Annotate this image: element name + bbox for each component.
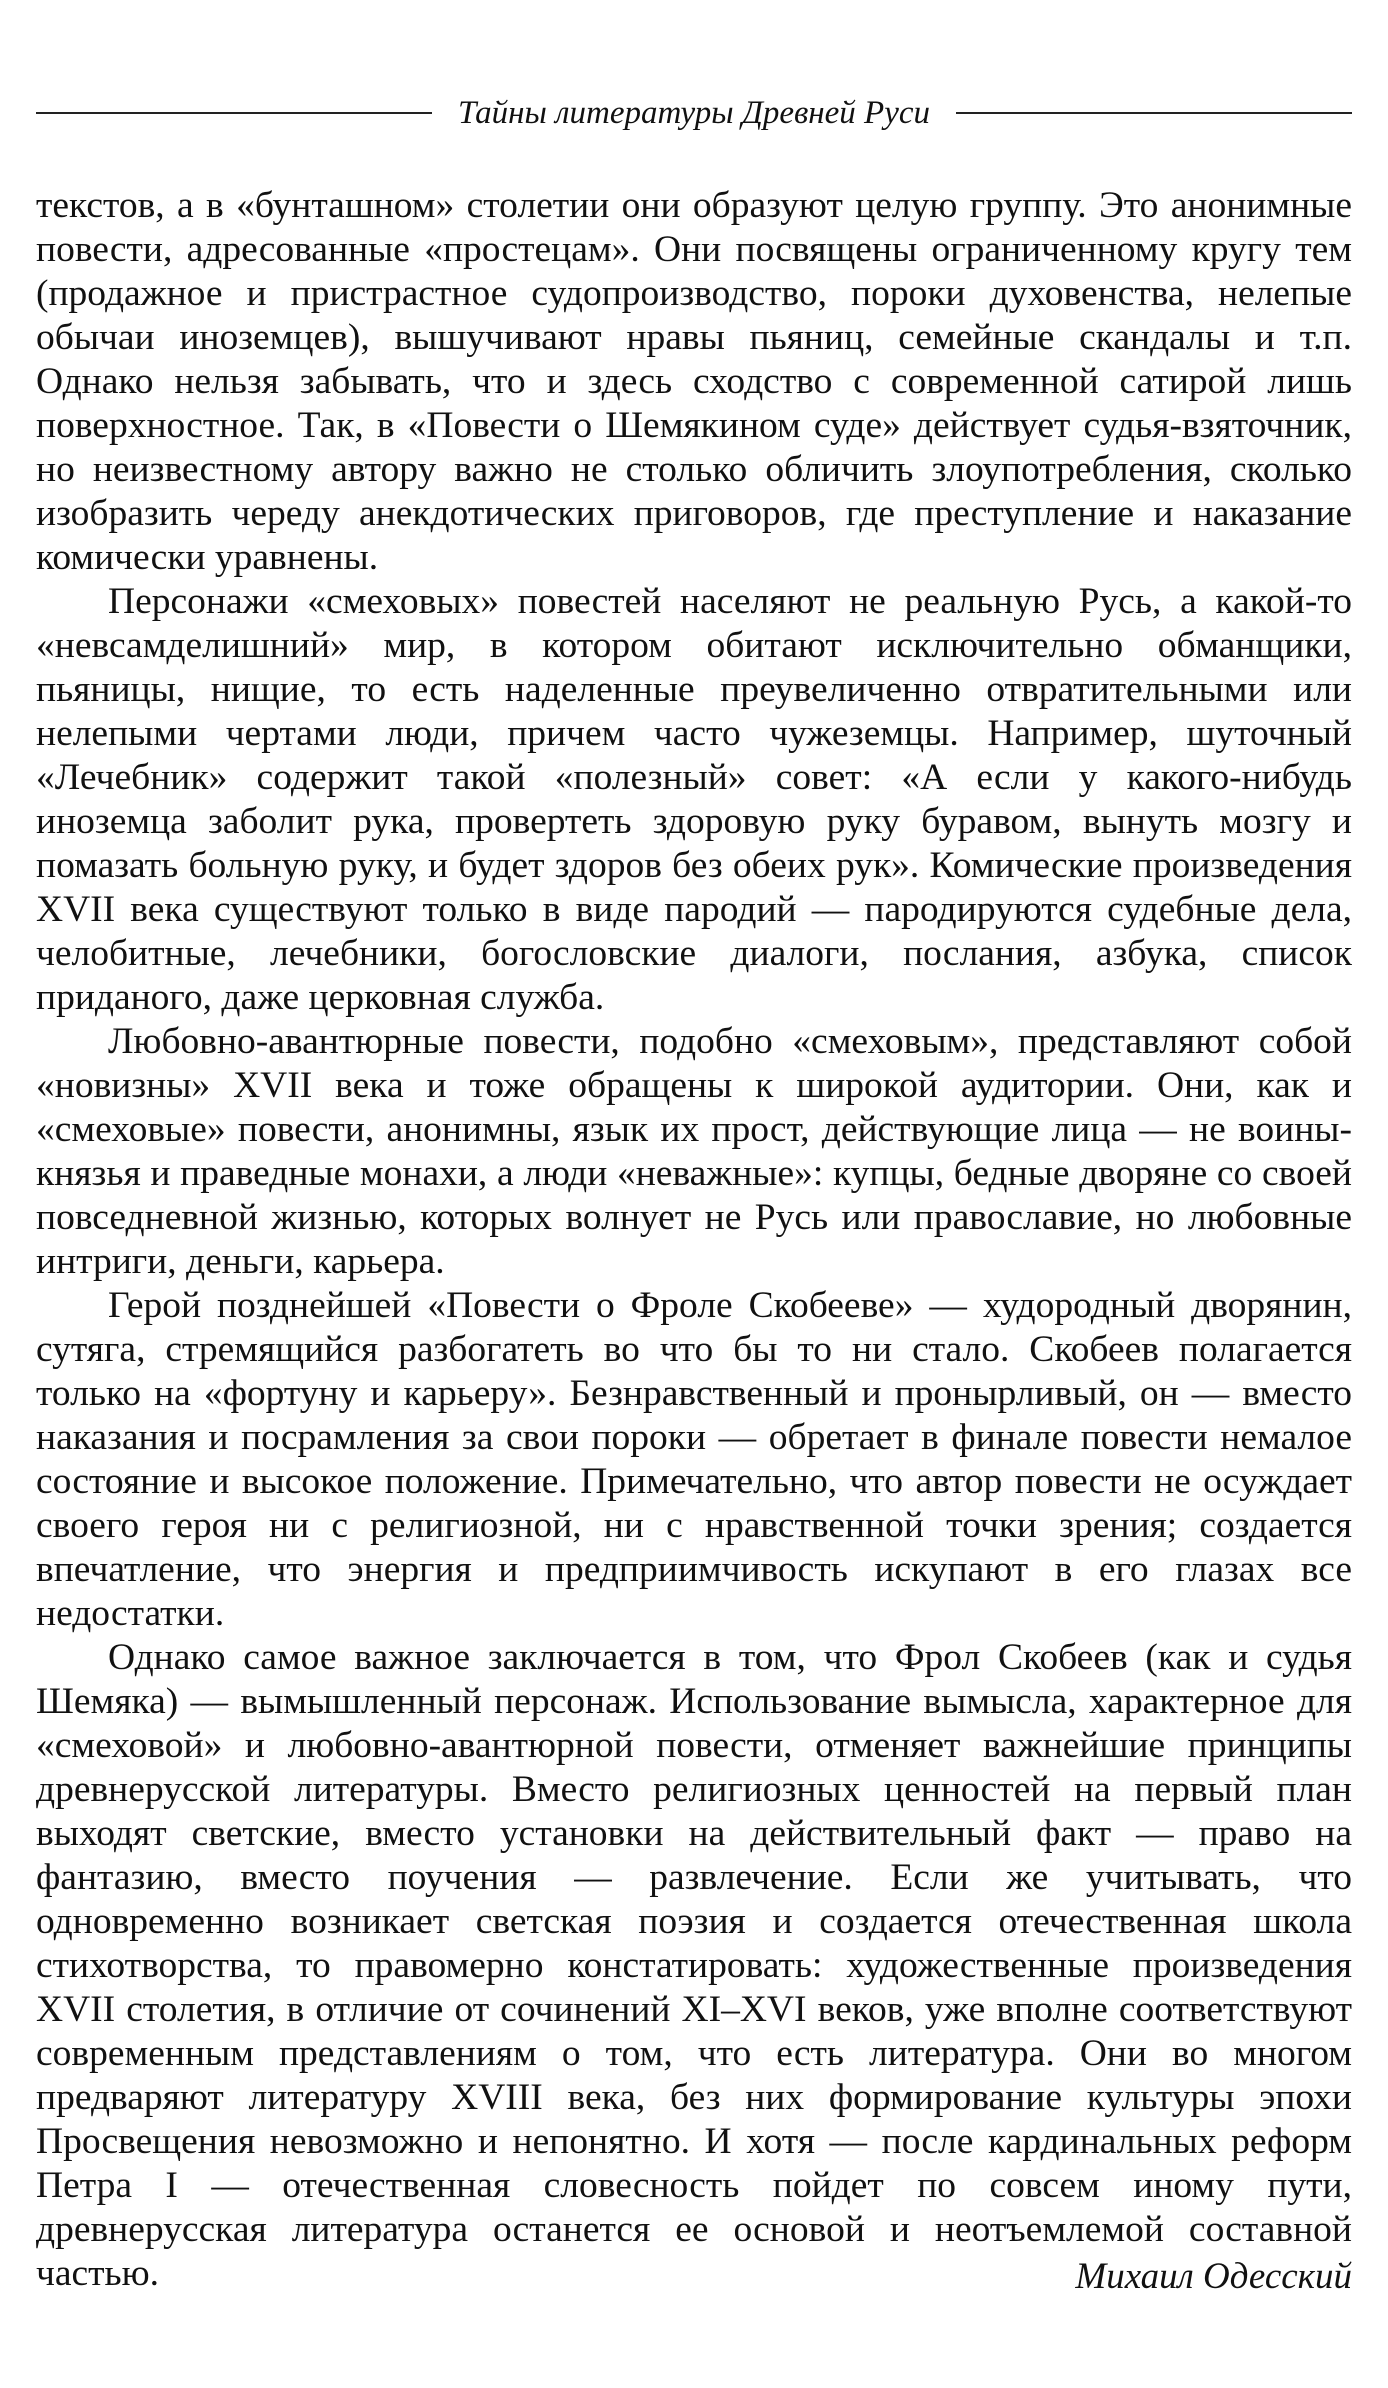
- paragraph-2: Персонажи «смеховых» повестей населяют не реальную Русь, а какой-то «невсамделишний» мир, в котором обитают исключительно обманщики, пьяницы, нищие, то есть наделенные преувеличенно отвратительными или нелепыми чертами люди, причем часто чужеземцы. Например, шуточный «Лечебник» содержит такой «полезный» совет: «А если у какого-нибудь иноземца заболит рука, провертеть здоровую руку буравом, вынуть мозгу и помазать больную руку, и будет здоров без обеих рук». Комические произведения XVII века существуют только в виде пародий — пародируются судебные дела, челобитные, лечебники, богословские диалоги, послания, азбука, список приданого, даже церковная служба.: [36, 581, 1352, 1018]
- running-head-title: Тайны литературы Древней Руси: [458, 94, 931, 131]
- running-head-rule-right: [956, 112, 1352, 114]
- body-text: [36, 184, 1352, 2296]
- paragraph-5: Однако самое важное заключается в том, что Фрол Скобеев (как и судья Шемяка) — вымышленный персонаж. Использование вымысла, характерное для «смеховой» и любовно-авантюрной повести, отменяет важнейшие принципы древнерусской литературы. Вместо религиозных ценностей на первый план выходят светские, вместо установки на действительный факт — право на фантазию, вместо поучения — развлечение. Если же учитывать, что одновременно возникает светская поэзия и создается отечественная школа стихотворства, то правомерно констатировать: художественные произведения XVII столетия, в отличие от сочинений XI–XVI веков, уже вполне соответствуют современным представлениям о том, что есть литература. Они во многом предваряют литературу XVIII века, без них формирование культуры эпохи Просвещения невозможно и непонятно. И хотя — после кардинальных реформ Петра I — отечественная словесность пойдет по совсем иному пути, древнерусская литература останется ее основой и неотъемлемой составной частью.: [36, 1637, 1352, 2294]
- paragraph-1: текстов, а в «бунташном» столетии они образуют целую группу. Это анонимные повести, адресованные «простецам». Они посвящены ограниченному кругу тем (продажное и пристрастное судопроизводство, пороки духовенства, нелепые обычаи иноземцев), вышучивают нравы пьяниц, семейные скандалы и т.п. Однако нельзя забывать, что и здесь сходство с современной сатирой лишь поверхностное. Так, в «Повести о Шемякином суде» действует судья-взяточник, но неизвестному автору важно не столько обличить злоупотребления, сколько изобразить череду анекдотических приговоров, где преступление и наказание комически уравнены.: [36, 185, 1352, 578]
- running-head: [36, 88, 1352, 138]
- running-head-rule-left: [36, 112, 432, 114]
- paragraph-4: Герой позднейшей «Повести о Фроле Скобееве» — худородный дворянин, сутяга, стремящийся разбогатеть во что бы то ни стало. Скобеев полагается только на «фортуну и карьеру». Безнравственный и пронырливый, он — вместо наказания и посрамления за свои пороки — обретает в финале повести немалое состояние и высокое положение. Примечательно, что автор повести не осуждает своего героя ни с религиозной, ни с нравственной точки зрения; создается впечатление, что энергия и предприимчивость искупают в его глазах все недостатки.: [36, 1285, 1352, 1634]
- paragraph-3: Любовно-авантюрные повести, подобно «смеховым», представляют собой «новизны» XVII века и тоже обращены к широкой аудитории. Они, как и «смеховые» повести, анонимны, язык их прост, действующие лица — не воины-князья и праведные монахи, а люди «неважные»: купцы, бедные дворяне со своей повседневной жизнью, которых волнует не Русь или православие, но любовные интриги, деньги, карьера.: [36, 1021, 1352, 1282]
- author-signature: Михаил Одесский: [1075, 2256, 1352, 2297]
